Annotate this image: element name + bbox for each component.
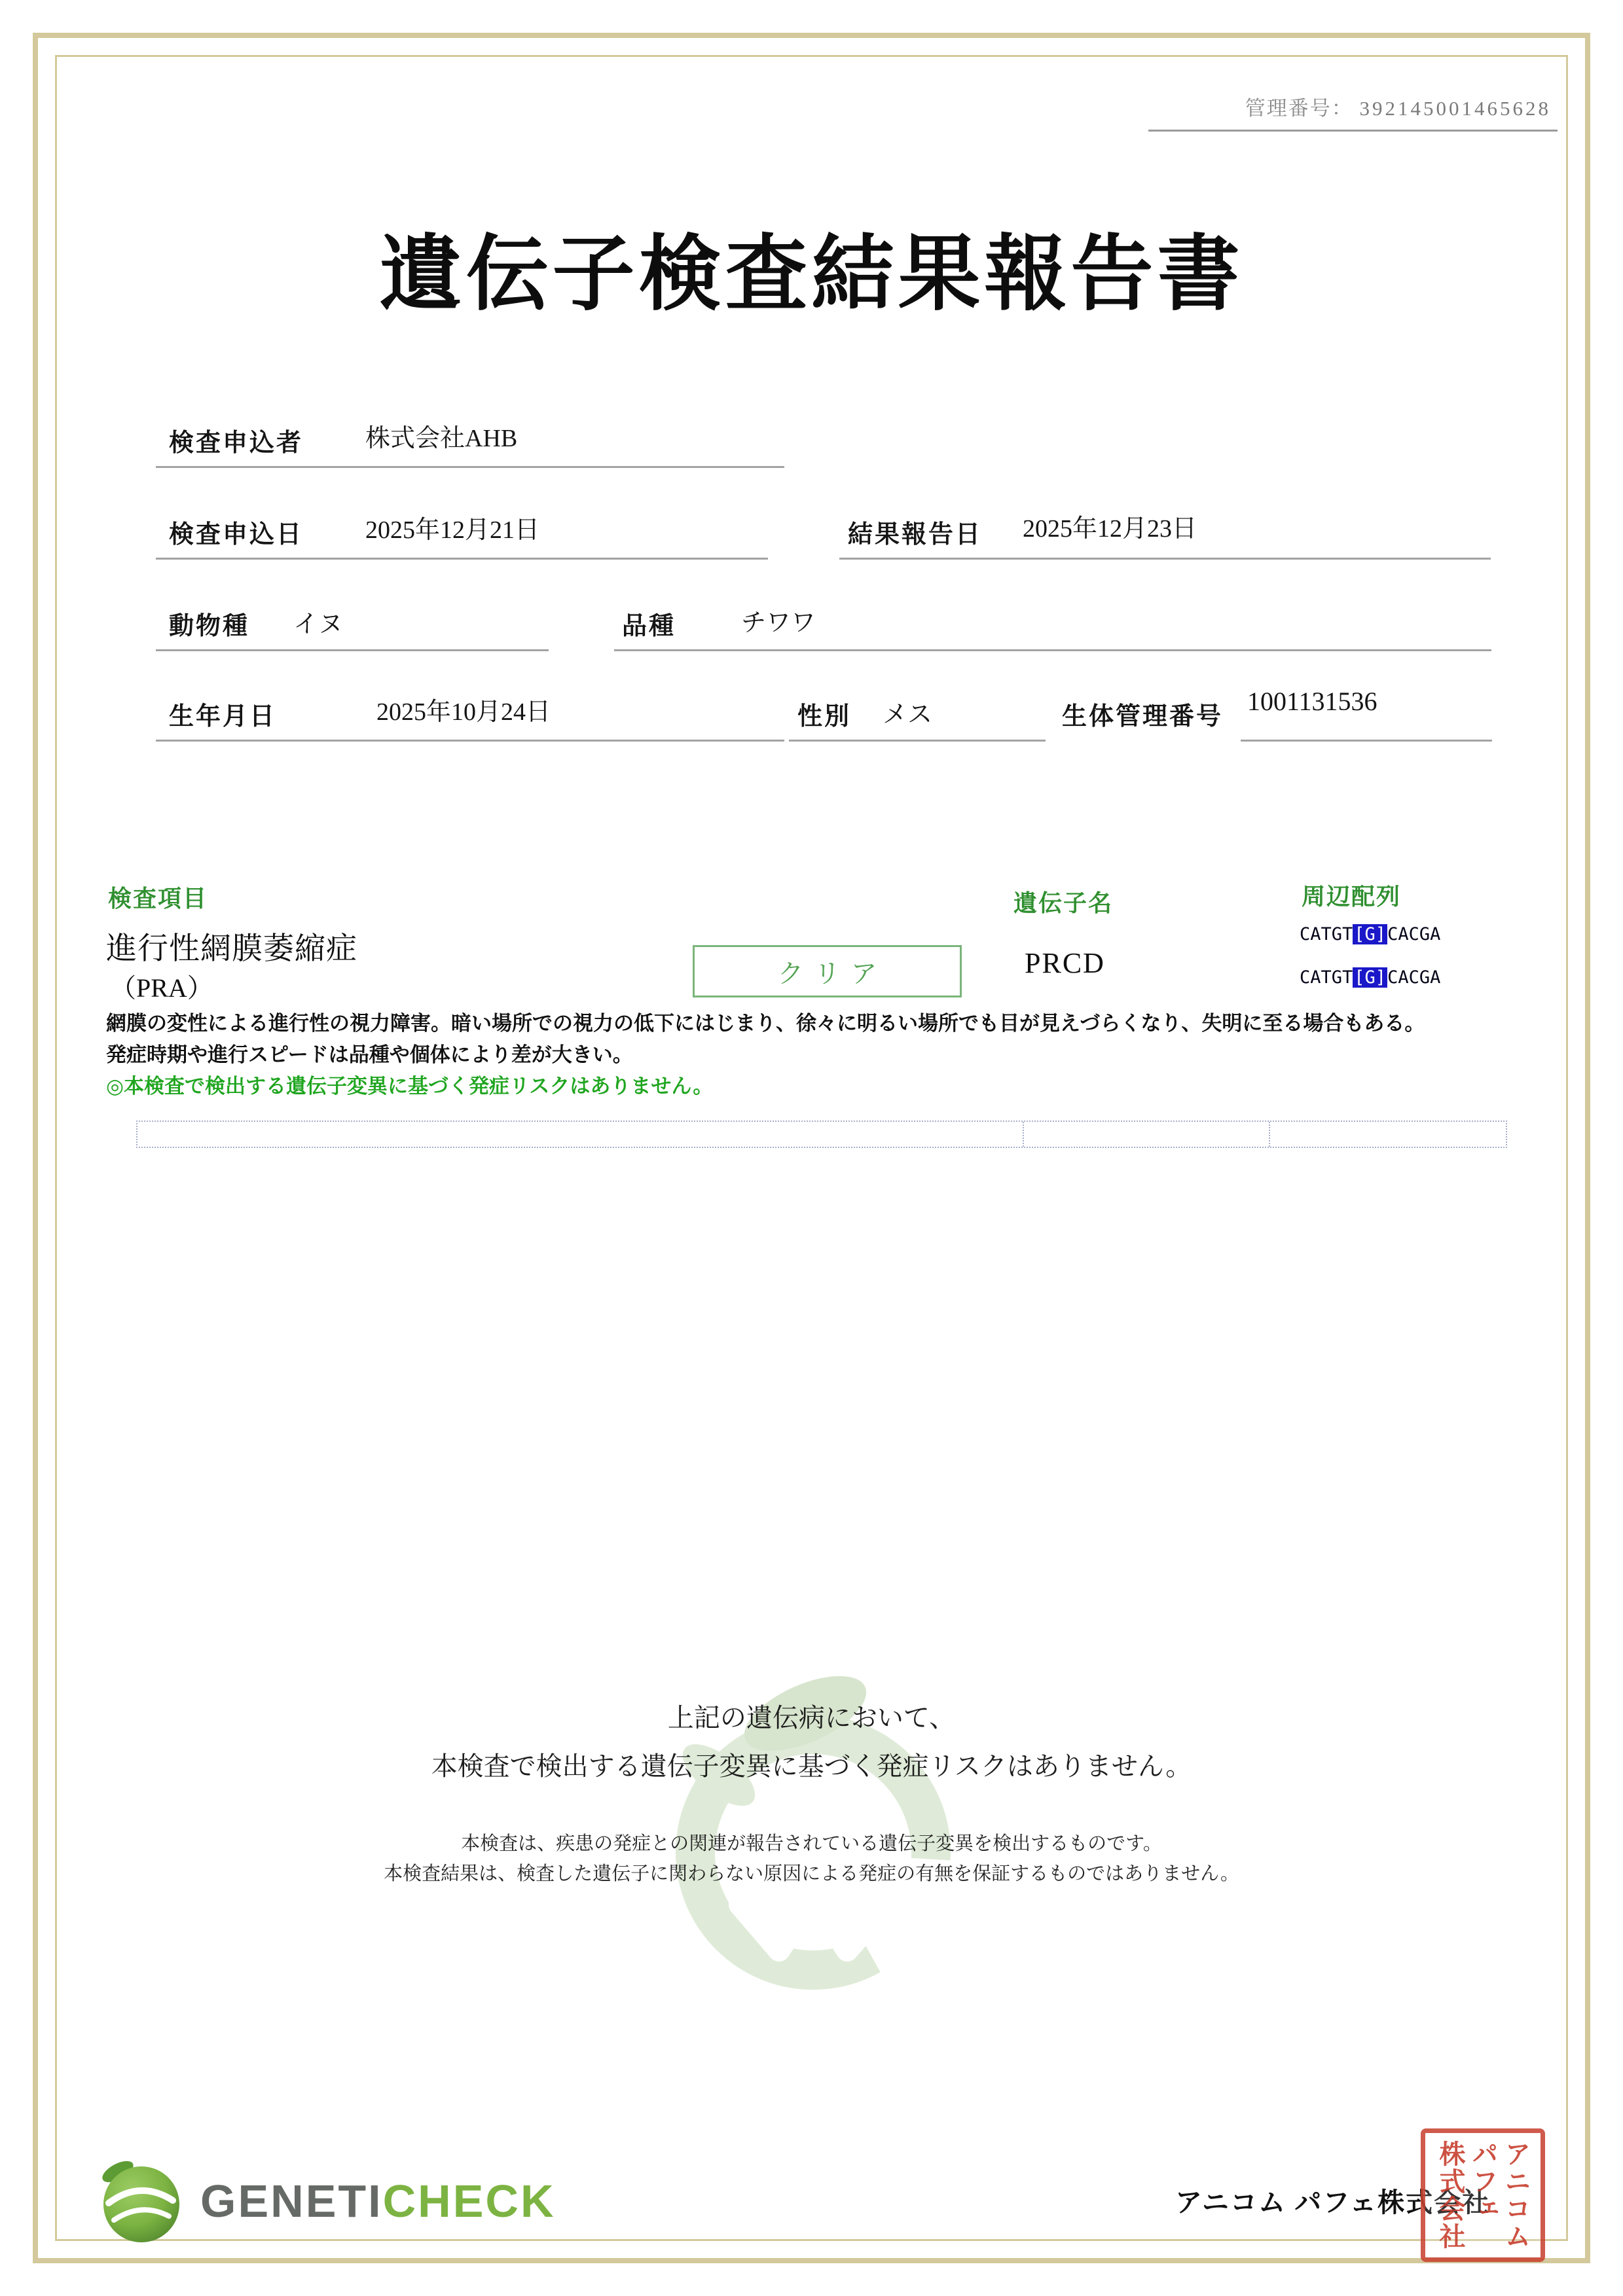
birth-label: 生年月日 <box>169 703 277 730</box>
control-number <box>1245 92 1551 121</box>
sequence-prefix: CATGT <box>1300 924 1353 944</box>
disease-description <box>106 1008 1527 1102</box>
species-label: 動物種 <box>169 613 250 640</box>
control-number-label: 管理番号： <box>1245 97 1353 120</box>
description-line-1: 網膜の変性による進行性の視力障害。暗い場所での視力の低下にはじまり、徐々に明るい場所でも目が見えづらくなり、失明に至る場合もある。 <box>106 1012 1425 1035</box>
company-seal-stamp <box>1421 2128 1545 2262</box>
control-number-value: 392145001465628 <box>1359 97 1551 120</box>
sequence-variant: [G] <box>1354 967 1387 988</box>
birth-value: 2025年10月24日 <box>376 698 551 726</box>
sex-value: メス <box>883 701 933 728</box>
sex-label: 性別 <box>797 703 852 730</box>
summary-note-2: 本検査結果は、検査した遺伝子に関わらない原因による発症の有無を保証するものではありません。 <box>384 1863 1239 1885</box>
report-date-underline <box>839 558 1491 560</box>
geneticheck-logo-mark-icon <box>96 2157 183 2245</box>
summary-note-1: 本検査は、疾患の発症との関連が報告されている遺伝子変異を検出するものです。 <box>461 1833 1162 1854</box>
sequence-prefix: CATGT <box>1300 967 1353 988</box>
geneticheck-logo-text <box>200 2175 556 2227</box>
gene-name-value: PRCD <box>1025 947 1105 979</box>
geneticheck-logo <box>96 2157 556 2245</box>
logo-text-check: CHECK <box>382 2176 556 2227</box>
apply-date-underline <box>156 558 768 560</box>
stamp-text <box>1434 2140 1532 2250</box>
empty-result-row <box>136 1121 1507 1148</box>
applicant-label: 検査申込者 <box>169 429 304 457</box>
stamp-line-1: アニコム <box>1501 2140 1531 2250</box>
result-value: クリア <box>777 958 888 988</box>
logo-text-geneti: GENETI <box>200 2176 383 2227</box>
apply-date-label: 検査申込日 <box>169 521 304 548</box>
page-title: 遺伝子検査結果報告書 <box>379 230 1244 321</box>
disease-abbreviation: （PRA） <box>110 973 213 1003</box>
sequence-row-2 <box>1300 967 1440 988</box>
test-item-header: 検査項目 <box>108 886 208 912</box>
disease-name: 進行性網膜萎縮症 <box>106 932 357 966</box>
control-number-underline <box>1148 130 1558 132</box>
result-box <box>693 945 962 997</box>
description-line-2: 発症時期や進行スピードは品種や個体により差が大きい。 <box>106 1043 633 1067</box>
sequence-variant: [G] <box>1354 924 1387 944</box>
breed-value: チワワ <box>741 609 816 637</box>
sequence-header: 周辺配列 <box>1302 884 1402 910</box>
bio-id-label: 生体管理番号 <box>1062 703 1224 730</box>
bio-id-value: 1001131536 <box>1247 687 1377 716</box>
sex-underline <box>789 740 1046 742</box>
dotted-divider-2 <box>1269 1122 1270 1147</box>
company-name: アニコム パフェ株式会社 <box>1175 2187 1491 2217</box>
report-date-value: 2025年12月23日 <box>1023 515 1197 543</box>
gene-name-header: 遺伝子名 <box>1013 890 1114 916</box>
summary-spacer <box>0 1791 1623 1829</box>
apply-date-value: 2025年12月21日 <box>365 516 540 544</box>
species-value: イヌ <box>293 611 344 638</box>
sequence-row-1 <box>1300 924 1440 944</box>
birth-underline <box>156 740 784 742</box>
summary-line-1: 上記の遺伝病において、 <box>667 1704 956 1732</box>
bio-id-underline <box>1241 740 1492 742</box>
breed-label: 品種 <box>622 613 676 640</box>
applicant-value: 株式会社AHB <box>365 425 518 452</box>
stamp-line-2: パフェ <box>1468 2140 1498 2223</box>
applicant-underline <box>156 466 784 468</box>
sequence-suffix: CACGA <box>1387 967 1441 988</box>
stamp-line-3: 株式会社 <box>1436 2140 1465 2250</box>
risk-note: ◎本検査で検出する遺伝子変異に基づく発症リスクはありません。 <box>106 1075 714 1098</box>
breed-underline <box>614 649 1491 651</box>
report-date-label: 結果報告日 <box>848 521 983 548</box>
summary-line-2: 本検査で検出する遺伝子変異に基づく発症リスクはありません。 <box>431 1752 1192 1781</box>
sequence-suffix: CACGA <box>1387 924 1441 944</box>
species-underline <box>156 649 549 651</box>
summary-message <box>0 1694 1623 1890</box>
dotted-divider-1 <box>1023 1122 1024 1147</box>
